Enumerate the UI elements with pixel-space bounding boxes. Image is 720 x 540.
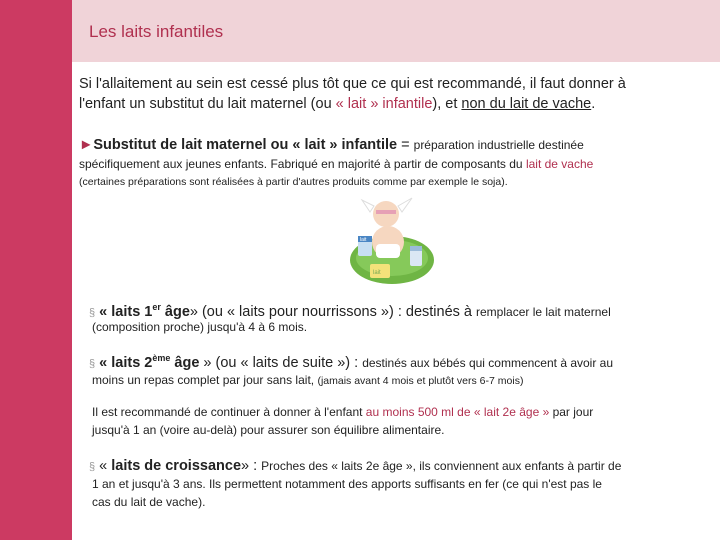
recommendation-text-end: par jour bbox=[549, 405, 594, 419]
bullet-2-line-2 bbox=[92, 373, 523, 387]
recommendation-text: Il est recommandé de continuer à donner à l'enfant bbox=[92, 405, 366, 419]
triangle-icon: ► bbox=[79, 137, 94, 153]
definition-line-1 bbox=[79, 136, 584, 154]
intro-end: . bbox=[591, 96, 596, 112]
definition-line-3 bbox=[79, 176, 508, 188]
definition-line-2 bbox=[79, 157, 593, 171]
bullet-icon: § bbox=[89, 461, 96, 473]
intro-line-1 bbox=[79, 76, 626, 92]
left-accent-bar bbox=[0, 0, 72, 540]
bullet-1-sup: er bbox=[152, 302, 161, 312]
bullet-2-small-2: (jamais avant 4 mois et plutôt vers 6-7 mois) bbox=[317, 375, 524, 387]
recommendation-accent: au moins 500 ml de « lait 2e âge » bbox=[365, 405, 550, 419]
bullet-3-line-1 bbox=[89, 458, 621, 474]
bullet-3-text-2: 1 an et jusqu'à 3 ans. Ils permettent notamment des apports suffisants en fer (ce qui n'est pas le bbox=[92, 477, 602, 491]
intro-text-mid: ), et bbox=[432, 96, 462, 112]
definition-text-3: (certaines préparations sont réalisées à partir d'autres produits comme par exemple le soja). bbox=[79, 176, 508, 188]
bullet-3-line-3 bbox=[92, 495, 205, 509]
intro-text-a: Si l'allaitement au sein est cessé plus tôt que ce qui est recommandé, il faut donner à bbox=[79, 76, 626, 92]
bullet-1-line-1 bbox=[89, 302, 611, 320]
bullet-2-sup: ème bbox=[152, 353, 171, 363]
definition-accent: lait de vache bbox=[525, 157, 594, 171]
bullet-1-text: » (ou « laits pour nourrissons ») : destinés à bbox=[189, 303, 477, 320]
definition-text: préparation industrielle destinée bbox=[413, 138, 584, 152]
bullet-1-term: « laits 1 bbox=[99, 303, 153, 320]
baby-milk-illustration bbox=[340, 192, 444, 290]
bullet-2-term-end: âge bbox=[170, 354, 200, 371]
bullet-3-line-2 bbox=[92, 477, 602, 491]
definition-text-2: spécifiquement aux jeunes enfants. Fabriqué en majorité à partir de composants du bbox=[79, 157, 526, 171]
bullet-3-text: » : bbox=[241, 458, 262, 474]
intro-text-b: l'enfant un substitut du lait maternel (ou bbox=[79, 96, 336, 112]
bullet-icon: § bbox=[89, 357, 96, 370]
intro-line-2 bbox=[79, 96, 595, 112]
bullet-3-open: « bbox=[99, 458, 112, 474]
bullet-1-line-2 bbox=[92, 320, 307, 334]
recommendation-text-2: jusqu'à 1 an (voire au-delà) pour assurer son équilibre alimentaire. bbox=[92, 423, 445, 437]
bullet-icon: § bbox=[89, 306, 96, 319]
intro-accent: « lait » infantile bbox=[335, 96, 433, 112]
definition-equals: = bbox=[397, 137, 414, 153]
lait-label-box: lait bbox=[373, 270, 381, 276]
recommendation-line-1 bbox=[92, 405, 593, 419]
bullet-2-text: » (ou « laits de suite ») : bbox=[199, 354, 363, 371]
bullet-1-small: remplacer le lait maternel bbox=[476, 304, 611, 319]
recommendation-line-2 bbox=[92, 423, 444, 437]
bullet-2-term: « laits 2 bbox=[99, 354, 153, 371]
bullet-2-small: destinés aux bébés qui commencent à avoir au bbox=[362, 355, 614, 370]
bullet-3-term: laits de croissance bbox=[111, 458, 242, 474]
bullet-2-line-1 bbox=[89, 353, 613, 371]
intro-underline: non du lait de vache bbox=[461, 96, 592, 112]
definition-term: Substitut de lait maternel ou « lait » infantile bbox=[93, 137, 398, 153]
bullet-1-text-2: (composition proche) jusqu'à 4 à 6 mois. bbox=[92, 320, 308, 334]
slide-title: Les laits infantiles bbox=[89, 22, 224, 41]
bullet-2-text-2: moins un repas complet par jour sans lait, bbox=[92, 373, 318, 387]
bullet-3-text-3: cas du lait de vache). bbox=[92, 495, 206, 509]
bullet-1-term-end: âge bbox=[160, 303, 190, 320]
bullet-3-small: Proches des « laits 2e âge », ils conviennent aux enfants à partir de bbox=[261, 459, 622, 473]
lait-label-left: lait bbox=[360, 237, 367, 243]
